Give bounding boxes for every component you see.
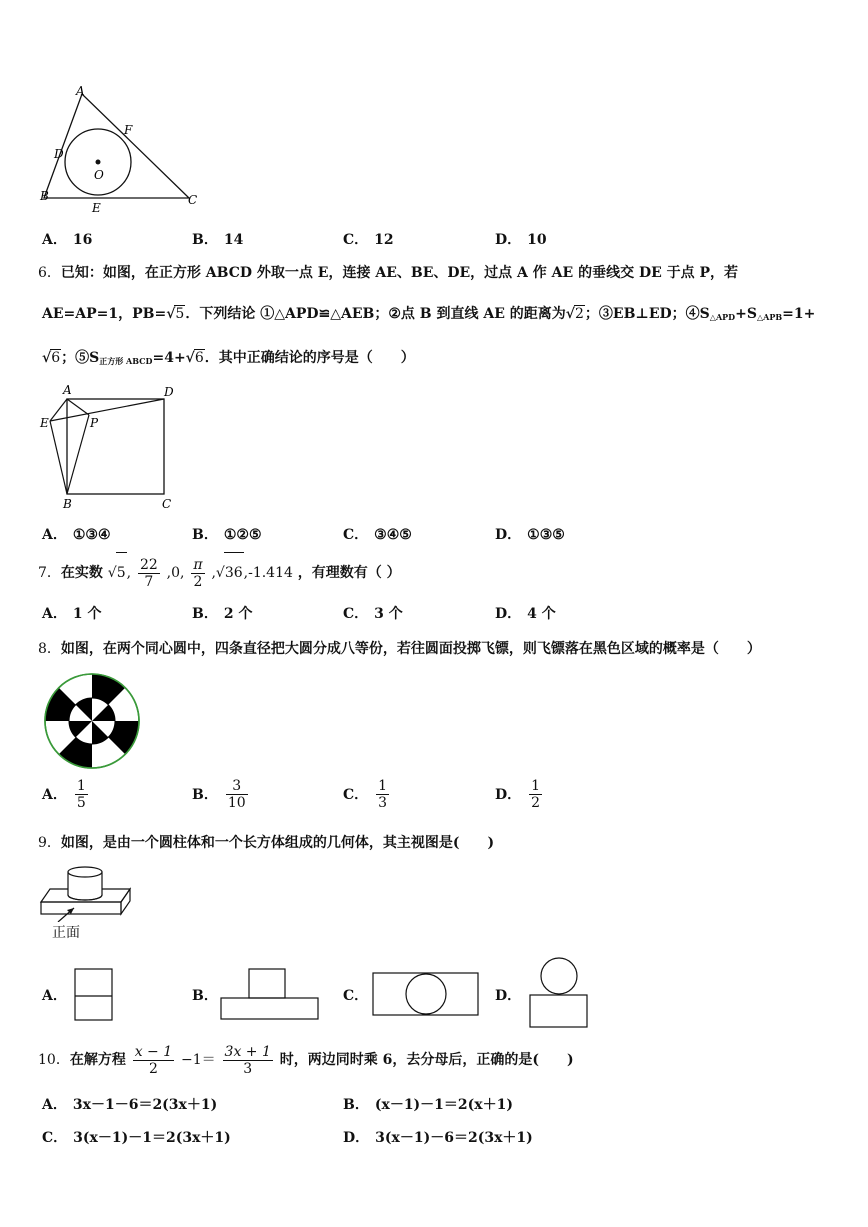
- q6-label-c: C: [162, 497, 172, 511]
- q6-line3: √6；$⑤S_{正方形 ABCD}=4+√6$．其中正确结论的序号是（ ）: [42, 350, 415, 366]
- q6-label-p: P: [90, 416, 99, 430]
- q6-label-b: B: [63, 497, 72, 511]
- q10-option-a[interactable]: A． 3x－1－6＝2(3x＋1): [42, 1097, 218, 1113]
- q5-option-b[interactable]: B． 14: [192, 232, 244, 248]
- q6-option-b[interactable]: B． ①②⑤: [192, 527, 262, 543]
- q6-option-d[interactable]: D． ①③⑤: [495, 527, 565, 543]
- q9-option-d-figure[interactable]: [527, 955, 591, 1031]
- q10-option-c[interactable]: C． 3(x－1)－1＝2(3x＋1): [42, 1130, 231, 1146]
- q7-fraction-22-7: $\frac{22}{7}$: [139, 556, 158, 590]
- q9-option-d-label[interactable]: D．: [495, 988, 522, 1004]
- q9-option-a-figure[interactable]: [73, 967, 115, 1023]
- q7-option-c[interactable]: C． 3 个: [343, 606, 403, 622]
- q8-option-b[interactable]: B． $\frac{3}{10}$: [192, 778, 246, 811]
- q6-line1: 6．已知：如图，在正方形 ABCD 外取一点 E，连接 AE、BE、DE，过点 A 作 AE 的垂线交 DE 于点 P，若: [38, 265, 739, 281]
- q7-stem: 7．在实数 √5, $\frac{22}{7}$ ,0, $\frac{\pi}{2}$ ,√36,-1.414 ，有理数有（ ）: [38, 552, 401, 593]
- q9-solid-figure: [38, 862, 138, 922]
- q10-fraction-1: $\frac{x - 1}{2}$: [134, 1043, 173, 1077]
- q9-option-c-label[interactable]: C．: [343, 988, 369, 1004]
- q5-label-a: A: [76, 84, 85, 98]
- q6-label-d: D: [164, 385, 174, 399]
- q9-option-b-figure[interactable]: [219, 967, 321, 1023]
- q7-option-a[interactable]: A． 1 个: [42, 606, 102, 622]
- q8-dartboard-figure: [42, 671, 142, 771]
- q10-option-b[interactable]: B． (x－1)－1＝2(x＋1): [343, 1097, 513, 1113]
- q9-option-a-label[interactable]: A．: [42, 988, 67, 1004]
- q6-label-a: A: [63, 383, 72, 397]
- q5-label-e: E: [92, 201, 101, 214]
- q8-option-c[interactable]: C． $\frac{1}{3}$: [343, 778, 388, 811]
- q5-label-f: F: [124, 123, 133, 137]
- q10-fraction-2: $\frac{3x + 1}{3}$: [224, 1043, 271, 1077]
- q5-option-a[interactable]: A． 16: [42, 232, 93, 248]
- q5-triangle-figure: [36, 82, 206, 214]
- q9-option-b-label[interactable]: B．: [192, 988, 218, 1004]
- q5-label-o: O: [94, 168, 104, 182]
- q6-option-c[interactable]: C． ③④⑤: [343, 527, 412, 543]
- q6-line2: AE=AP=1，PB=√5．下列结论 ①△APD≌△AEB；②点 B 到直线 AE 的距离为√2；③EB⊥ED；$④S_{\triangle APD}+S_{\triangle APB}=1+$: [42, 306, 816, 322]
- q5-option-c[interactable]: C． 12: [343, 232, 394, 248]
- q8-option-a[interactable]: A． $\frac{1}{5}$: [42, 778, 86, 811]
- q10-stem: 10．在解方程 $\frac{x - 1}{2}$ −1＝ $\frac{3x + 1}{3}$ 时，两边同时乘 6，去分母后，正确的是( ): [38, 1043, 574, 1077]
- q6-square-figure: [36, 380, 186, 512]
- q7-fraction-pi-2: $\frac{\pi}{2}$: [193, 556, 203, 590]
- q7-option-b[interactable]: B． 2 个: [192, 606, 253, 622]
- q8-stem: 8．如图，在两个同心圆中，四条直径把大圆分成八等份，若往圆面投掷飞镖，则飞镖落在黑色区域的概率是（ ）: [38, 641, 761, 657]
- q10-option-d[interactable]: D． 3(x－1)－6＝2(3x＋1): [343, 1130, 533, 1146]
- q9-front-label: 正面: [52, 925, 80, 941]
- q5-label-c: C: [188, 193, 198, 207]
- q6-option-a[interactable]: A． ①③④: [42, 527, 111, 543]
- q5-option-d[interactable]: D． 10: [495, 232, 547, 248]
- q6-label-e: E: [40, 416, 49, 430]
- q9-stem: 9．如图，是由一个圆柱体和一个长方体组成的几何体，其主视图是( ): [38, 835, 495, 851]
- q8-option-d[interactable]: D． $\frac{1}{2}$: [495, 778, 541, 811]
- q5-label-b: B: [40, 189, 49, 203]
- q9-option-c-figure[interactable]: [371, 970, 481, 1020]
- q7-option-d[interactable]: D． 4 个: [495, 606, 556, 622]
- q5-label-d: D: [54, 147, 64, 161]
